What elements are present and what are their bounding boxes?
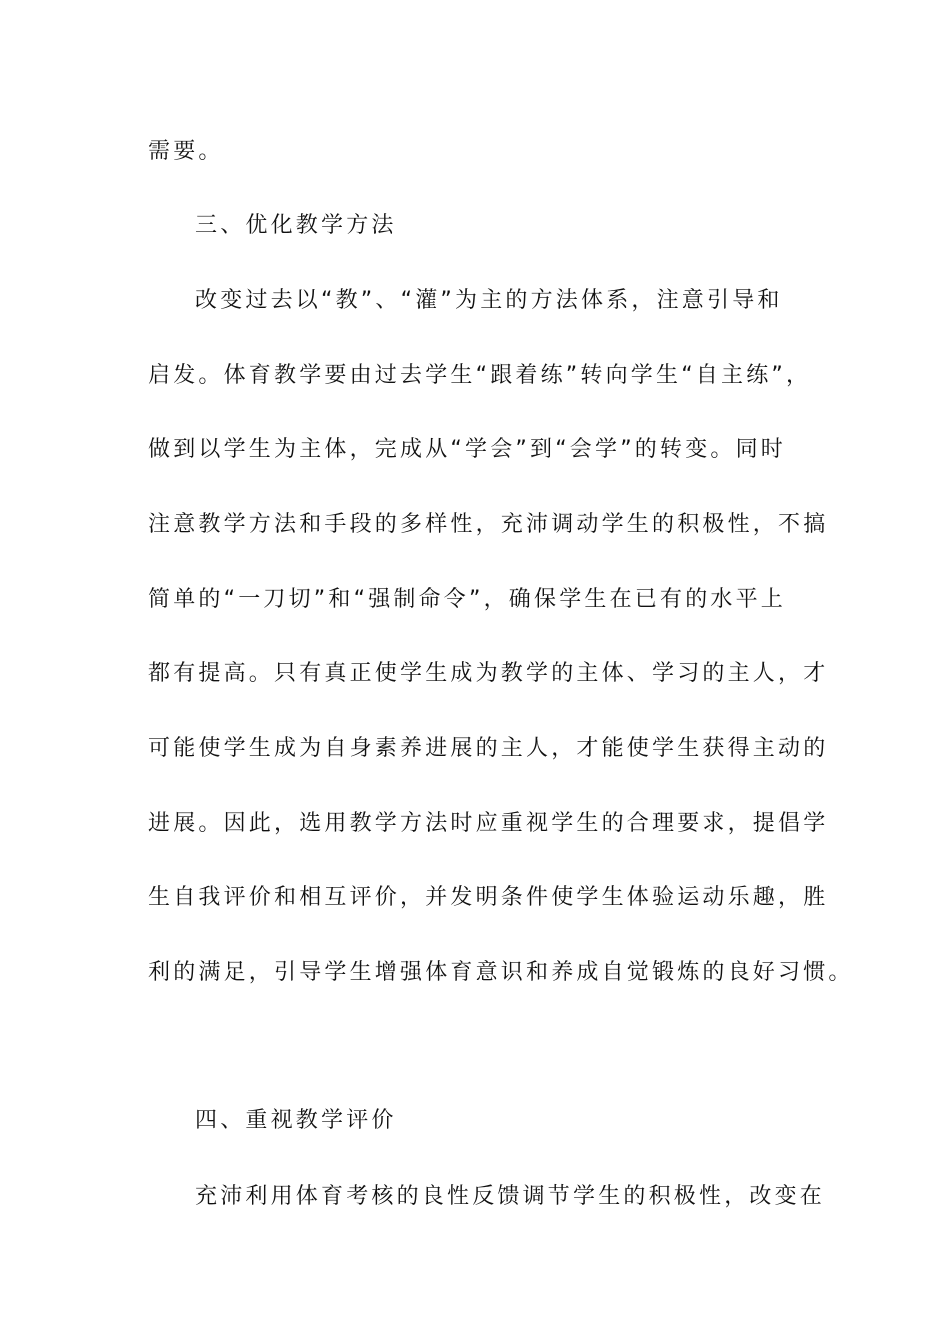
text-line: 改变过去以“教”、“灌”为主的方法体系，注意引导和 (195, 288, 783, 313)
section-heading-4: 四、重视教学评价 (195, 1108, 397, 1133)
text-line: 启发。体育教学要由过去学生“跟着练”转向学生“自主练”， (148, 363, 812, 388)
text-line: 做到以学生为主体，完成从“学会”到“会学”的转变。同时 (148, 437, 786, 462)
section-heading-3: 三、优化教学方法 (195, 213, 397, 238)
text-line: 可能使学生成为自身素养进展的主人，才能使学生获得主动的 (148, 736, 829, 761)
text-line: 需要。 (148, 139, 224, 164)
text-line: 利的满足，引导学生增强体育意识和养成自觉锻炼的良好习惯。 (148, 960, 854, 985)
text-line: 简单的“一刀切”和“强制命令”，确保学生在已有的水平上 (148, 587, 786, 612)
text-line: 注意教学方法和手段的多样性，充沛调动学生的积极性，不搞 (148, 512, 829, 537)
text-line: 都有提高。只有真正使学生成为教学的主体、学习的主人，才 (148, 661, 829, 686)
text-line: 生自我评价和相互评价，并发明条件使学生体验运动乐趣，胜 (148, 885, 829, 910)
text-line: 充沛利用体育考核的良性反馈调节学生的积极性，改变在 (195, 1184, 826, 1209)
text-line: 进展。因此，选用教学方法时应重视学生的合理要求，提倡学 (148, 811, 829, 836)
